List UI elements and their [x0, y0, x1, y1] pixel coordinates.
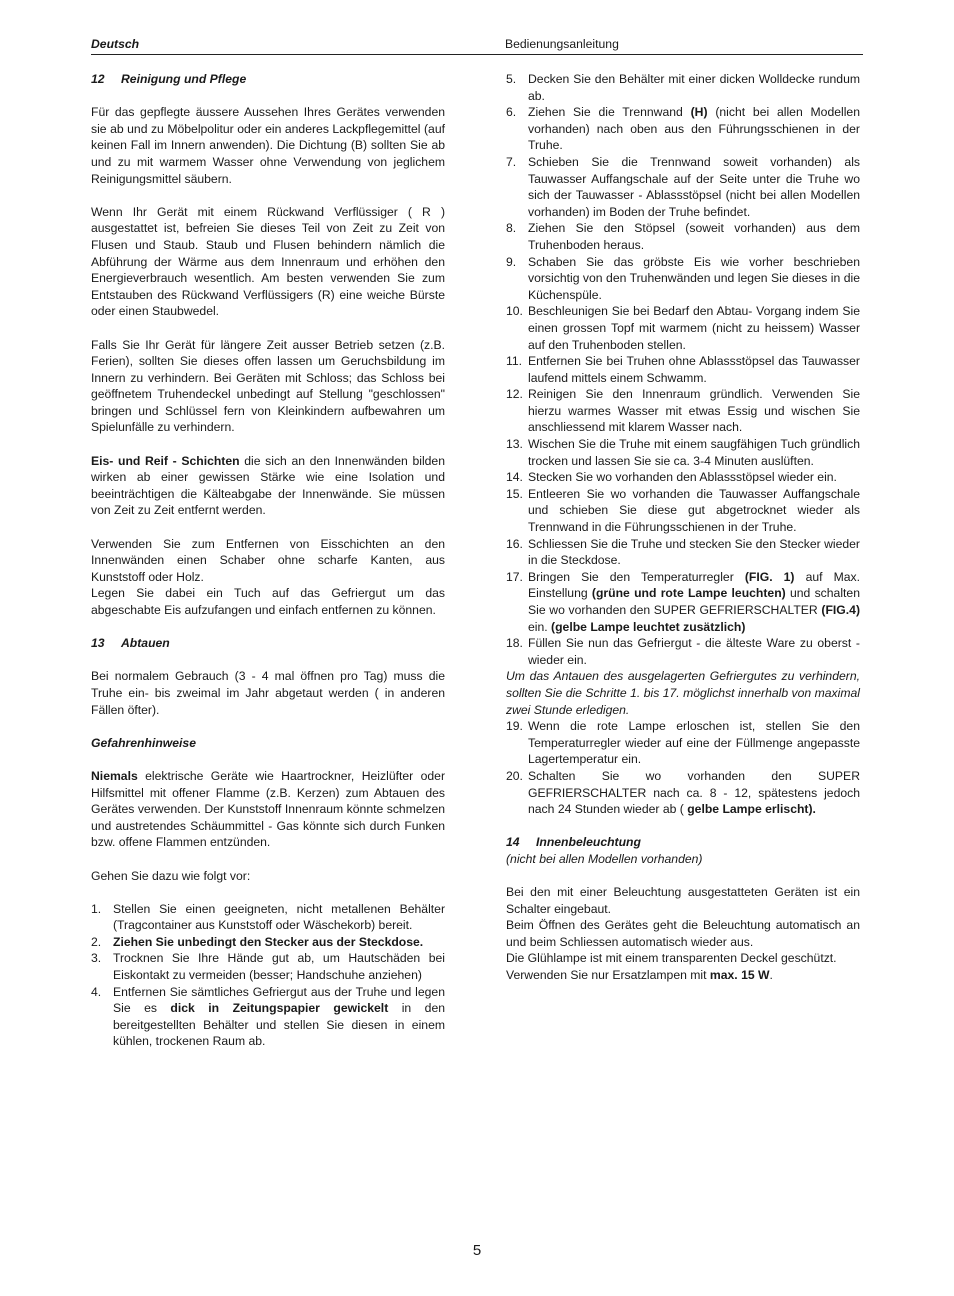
list-item: 4. Entfernen Sie sämtliches Gefriergut aus der Truhe und legen Sie es dick in Zeitungspapier gewickelt in den bereitgestellten Behälter und stellen Sie diesen in einem kühlen, trockenen Raum ab. [91, 984, 445, 1049]
section-14-title [506, 834, 860, 851]
sec14-paragraph-1: Bei den mit einer Beleuchtung ausgestatteten Geräten ist ein Schalter eingebaut. [506, 885, 860, 916]
hazards-title: Gefahrenhinweise [91, 735, 196, 750]
section-14-subtitle: (nicht bei allen Modellen vorhanden) [506, 851, 703, 866]
page-header [91, 36, 863, 55]
list-item: 17. Bringen Sie den Temperaturregler (FIG. 1) auf Max. Einstellung (grüne und rote Lampe leuchten) und schalten Sie wo vorhanden den SUPER GEFRIERSCHALTER (FIG.4) ein. (gelbe Lampe leuchtet zusätzlich) [506, 569, 860, 634]
sec12-paragraph-1: Für das gepflegte äussere Aussehen Ihres Gerätes verwenden sie ab und zu Möbelpolitur oder ein anderes Lackpflegemittel (auf keinen Fall im Innern anwenden). Die Dichtung (B) sollten Sie ab und zu mit warmem Wasser ohne Verwendung von jeglichem Reinigungsmittel säubern. [91, 105, 445, 186]
sec12-paragraph-2: Wenn Ihr Gerät mit einem Rückwand Verflüssiger ( R ) ausgestattet ist, befreien Sie dieses Teil von Zeit zu Zeit von Flusen und Staub. Staub und Flusen behindern nämlich die Abführung der Wärme aus dem Innenraum und erhöhen den Energieverbrauch wesentlich. Am besten verwenden Sie zum Entstauben des Rückwand Verflüssigers (R) eine weiche Bürste oder einen Staubwedel. [91, 204, 445, 319]
list-item: 19. Wenn die rote Lampe erloschen ist, stellen Sie den Temperaturregler wieder auf eine der Füllmenge angepasste Lagertemperatur ein. [506, 719, 860, 767]
defrost-steps-right [506, 71, 860, 668]
list-item: 5. Decken Sie den Behälter mit einer dicken Wolldecke rundum ab. [506, 72, 860, 103]
list-item: 9. Schaben Sie das gröbste Eis wie vorher beschrieben vorsichtig von den Truhenwänden und legen Sie dieses in die Küchenspüle. [506, 254, 860, 302]
list-item: 6. Ziehen Sie die Trennwand (H) (nicht bei allen Modellen vorhanden) nach oben aus den Führungsschienen in der Truhe. [506, 105, 860, 153]
section-12-number: 12 [91, 72, 105, 86]
sec12-paragraph-6: Legen Sie dabei ein Tuch auf das Gefriergut um das abgeschabte Eis aufzufangen und einfach entfernen zu können. [91, 586, 445, 617]
list-item: 10. Beschleunigen Sie bei Bedarf den Abtau- Vorgang indem Sie einen grossen Topf mit warmem (nicht zu heissem) Wasser auf den Truhenboden stellen. [506, 304, 860, 352]
list-item: 12. Reinigen Sie den Innenraum gründlich. Verwenden Sie hierzu warmes Wasser mit etwas Essig und wischen Sie anschliessend mit klarem Wasser nach. [506, 387, 860, 435]
list-item: 18. Füllen Sie nun das Gefriergut - die älteste Ware zu oberst - wieder ein. [506, 636, 860, 667]
hazards-never: Niemals [91, 768, 138, 783]
page-number: 5 [472, 1242, 482, 1259]
list-item: 13. Wischen Sie die Truhe mit einem saugfähigen Tuch gründlich trocken und lassen Sie sie ca. 3-4 Minuten auslüften. [506, 437, 860, 468]
hazards-text: elektrische Geräte wie Haartrockner, Heizlüfter oder Hilfsmittel mit offener Flamme (z.B. Kerzen) zum Abtauen des Gerätes verwenden. Der Kunststoff Innenraum könnte schmelzen und austretendes Schäummittel - Gas könnte sich durch Funken bzw. offene Flammen entzünden. [91, 768, 445, 850]
sec12-paragraph-4-text: die sich an den Innenwänden bilden wirken ab einer gewissen Stärke wie eine Isolation und beeinträchtigen die Kälteabgabe der Innenwände. Sie müssen von Zeit zu Zeit entfernt werden. [91, 453, 445, 518]
defrost-steps-left [91, 901, 445, 1050]
sec12-paragraph-3: Falls Sie Ihr Gerät für längere Zeit ausser Betrieb setzen (z.B. Ferien), sollten Sie dieses offen lassen um Geruchsbildung im Innern zu verhindern. Bei Geräten mit Schloss; das Schloss bei geöffnetem Truhendeckel unbedingt auf Stellung "geschlossen" bringen und Schlüssel fern von Kleinkindern aufbewahren um Spielunfälle zu verhindern. [91, 337, 445, 435]
section-13-label: Abtauen [121, 636, 170, 651]
list-item: 11. Entfernen Sie bei Truhen ohne Ablassstöpsel das Tauwasser laufend mittels einem Schwamm. [506, 354, 860, 385]
header-language: Deutsch [91, 37, 140, 51]
list-item: 1. Stellen Sie einen geeigneten, nicht metallenen Behälter (Tragcontainer aus Kunststoff oder Wäschekorb) bereit. [91, 901, 445, 933]
sec12-paragraph-5: Verwenden Sie zum Entfernen von Eisschichten an den Innenwänden einen Schaber ohne scharfe Kanten, aus Kunststoff oder Holz. [91, 536, 445, 584]
sec12-paragraph-4 [91, 453, 445, 519]
section-14-label: Innenbeleuchtung [536, 835, 641, 850]
list-item: 2. Ziehen Sie unbedingt den Stecker aus der Steckdose. [91, 934, 424, 949]
list-item: 16. Schliessen Sie die Truhe und stecken Sie den Stecker wieder in die Steckdose. [506, 536, 860, 568]
timing-note: Um das Antauen des ausgelagerten Gefriergutes zu verhindern, sollten Sie die Schritte 1. bis 17. möglichst innerhalb von maximal zwei Stunde erledigen. [506, 669, 860, 717]
section-13-number: 13 [91, 636, 105, 651]
ice-layers-term: Eis- und Reif - Schichten [91, 453, 240, 468]
sec14-paragraph-4: Verwenden Sie nur Ersatzlampen mit max. 15 W. [506, 968, 773, 983]
list-item: 14. Stecken Sie wo vorhanden den Ablassstöpsel wieder ein. [506, 470, 837, 485]
procedure-intro: Gehen Sie dazu wie folgt vor: [91, 868, 251, 883]
header-title: Bedienungsanleitung [505, 37, 619, 51]
defrost-steps-final [506, 718, 860, 818]
right-column [506, 71, 860, 984]
section-12-title [91, 71, 445, 88]
list-item: 7. Schieben Sie die Trennwand soweit vorhanden) als Tauwasser Auffangschale auf der Seite unter die Truhe wo sich der Tauwasser - Ablassstöpsel (nicht bei allen Modellen vorhanden) im Boden der Truhe befindet. [506, 154, 860, 219]
list-item: 8. Ziehen Sie den Stöpsel (soweit vorhanden) aus dem Truhenboden heraus. [506, 221, 860, 252]
section-14-number: 14 [506, 835, 520, 850]
list-item: 3. Trocknen Sie Ihre Hände gut ab, um Hautschäden bei Eiskontakt zu vermeiden (besser; Handschuhe anziehen) [91, 951, 445, 983]
sec14-paragraph-2: Beim Öffnen des Gerätes geht die Beleuchtung automatisch an und beim Schliessen automatisch wieder aus. [506, 918, 860, 949]
left-column [91, 71, 445, 1050]
sec13-paragraph-1: Bei normalem Gebrauch (3 - 4 mal öffnen pro Tag) muss die Truhe ein- bis zweimal im Jahr abgetaut werden ( in anderen Fällen öfter). [91, 669, 445, 717]
list-item: 20. Schalten Sie wo vorhanden den SUPER GEFRIERSCHALTER nach ca. 8 - 12, spätestens jedoch nach 24 Stunden wieder ab ( gelbe Lampe erlischt). [506, 768, 860, 817]
hazards-paragraph [91, 768, 445, 851]
list-item: 15. Entleeren Sie wo vorhanden die Tauwasser Auffangschale und schieben Sie diese gut abgetrocknet wieder als Trennwand in die Führungsschienen in der Truhe. [506, 486, 860, 535]
section-12-label: Reinigung und Pflege [121, 72, 247, 86]
section-13-title [91, 635, 445, 652]
sec14-paragraph-3: Die Glühlampe ist mit einem transparenten Deckel geschützt. [506, 951, 837, 966]
